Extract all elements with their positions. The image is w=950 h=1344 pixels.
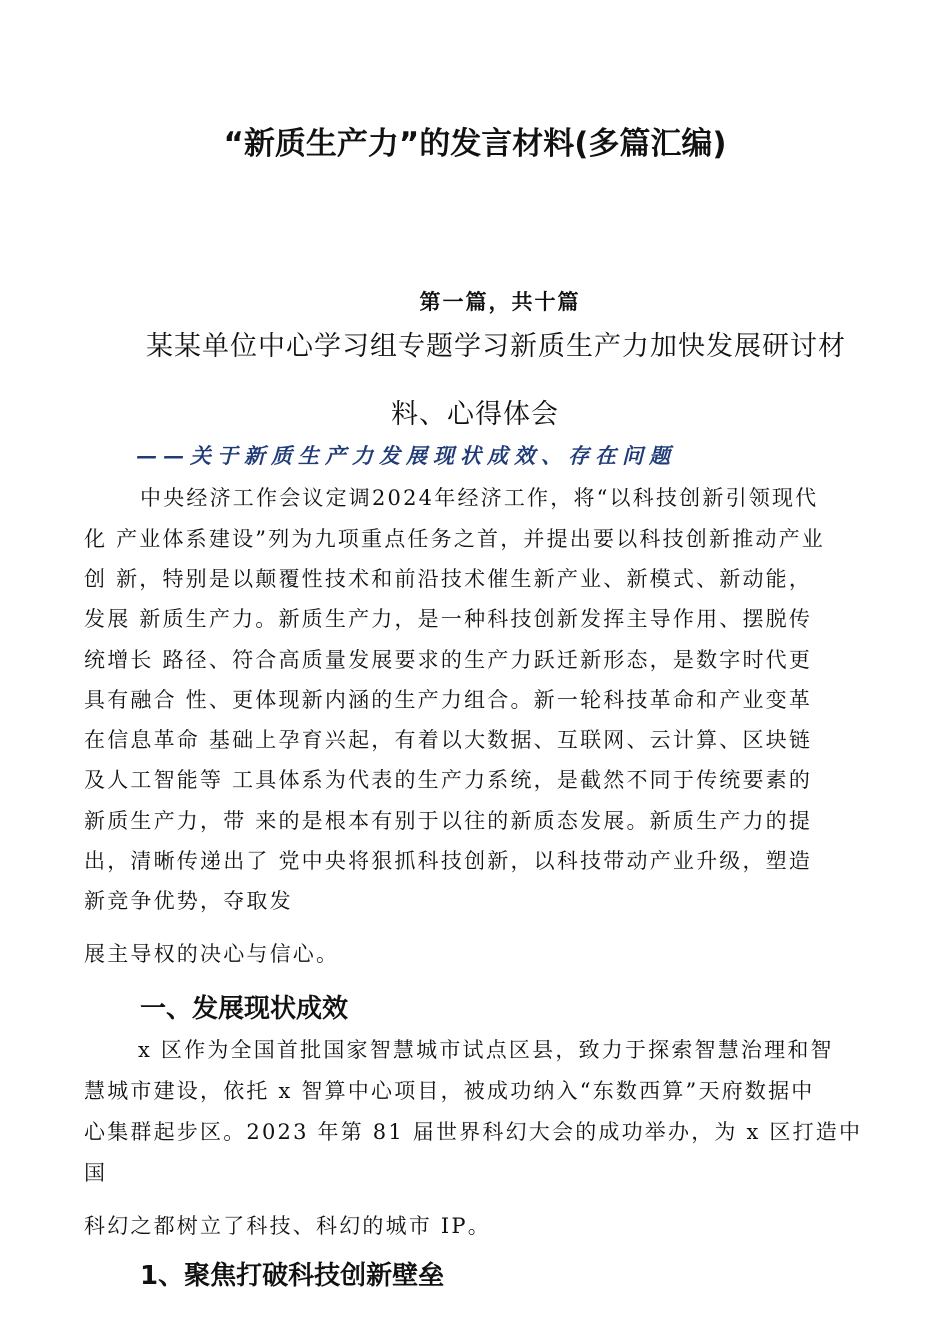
subsection-heading: 1、聚焦打破科技创新壁垒	[140, 1261, 445, 1291]
intro-line: 发展 新质生产力。新质生产力，是一种科技创新发挥主导作用、摆脱传	[84, 607, 813, 631]
section-heading: 一、发展现状成效	[140, 994, 349, 1024]
section-line: 科幻之都树立了科技、科幻的城市 IP。	[84, 1214, 491, 1238]
intro-line: 统增长 路径、符合高质量发展要求的生产力跃迁新形态，是数字时代更	[84, 648, 813, 672]
intro-line: 展主导权的决心与信心。	[84, 942, 340, 966]
document-title: “新质生产力”的发言材料(多篇汇编)	[223, 126, 727, 162]
article-heading-line-1: 某某单位中心学习组专题学习新质生产力加快发展研讨材	[146, 331, 846, 362]
article-subtitle: ——关于新质生产力发展现状成效、存在问题	[136, 443, 676, 468]
intro-line: 在信息革命 基础上孕育兴起，有着以大数据、互联网、云计算、区块链	[84, 728, 813, 752]
chapter-label: 第一篇，共十篇	[419, 289, 581, 314]
intro-line: 新质生产力，带 来的是根本有别于以往的新质态发展。新质生产力的提	[84, 809, 813, 833]
section-line: 国	[84, 1161, 108, 1185]
section-line: 慧城市建设，依托 x 智算中心项目，被成功纳入“东数西算”天府数据中	[84, 1079, 815, 1103]
article-heading-line-2: 料、心得体会	[391, 399, 559, 430]
intro-line: 新竞争优势，夺取发	[84, 889, 293, 913]
intro-line: 创 新，特别是以颠覆性技术和前沿技术催生新产业、新模式、新动能，	[84, 567, 813, 591]
section-line: x 区作为全国首批国家智慧城市试点区县，致力于探索智慧治理和智	[138, 1038, 834, 1062]
intro-line: 出，清晰传递出了 党中央将狠抓科技创新，以科技带动产业升级，塑造	[84, 849, 813, 873]
intro-line: 中央经济工作会议定调2024年经济工作，将“以科技创新引领现代	[140, 486, 819, 510]
section-line: 心集群起步区。2023 年第 81 届世界科幻大会的成功举办，为 x 区打造中	[84, 1120, 863, 1144]
intro-line: 及人工智能等 工具体系为代表的生产力系统，是截然不同于传统要素的	[84, 768, 813, 792]
intro-line: 具有融合 性、更体现新内涵的生产力组合。新一轮科技革命和产业变革	[84, 688, 813, 712]
intro-line: 化 产业体系建设”列为九项重点任务之首，并提出要以科技创新推动产业	[84, 527, 826, 551]
